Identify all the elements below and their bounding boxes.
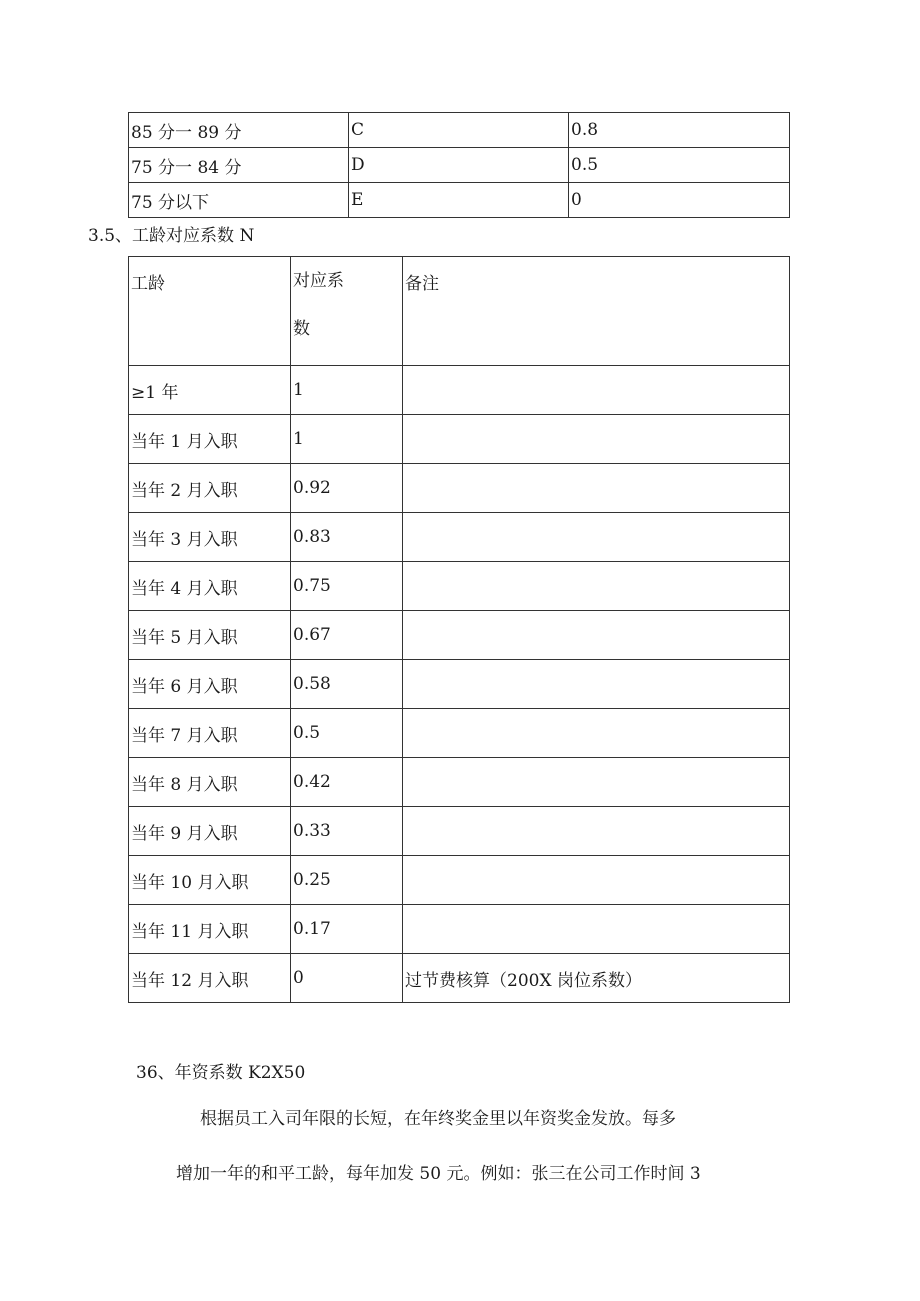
coefficient-cell: 0.17 xyxy=(291,905,403,954)
seniority-cell: 当年 4 月入职 xyxy=(129,562,291,611)
grade-cell: D xyxy=(349,148,569,183)
table-row xyxy=(129,464,790,513)
score-range-cell: 75 分一 84 分 xyxy=(129,148,349,183)
remark-cell xyxy=(403,709,790,758)
remark-cell xyxy=(403,856,790,905)
grade-cell: E xyxy=(349,183,569,218)
remark-cell xyxy=(403,513,790,562)
score-range-cell: 75 分以下 xyxy=(129,183,349,218)
header-coefficient xyxy=(291,257,403,366)
coefficient-cell: 0.92 xyxy=(291,464,403,513)
seniority-cell: ≥1 年 xyxy=(129,366,291,415)
coefficient-cell: 1 xyxy=(291,366,403,415)
coefficient-cell: 0 xyxy=(569,183,790,218)
seniority-cell: 当年 2 月入职 xyxy=(129,464,291,513)
remark-cell xyxy=(403,366,790,415)
coefficient-cell: 0.25 xyxy=(291,856,403,905)
table-row xyxy=(129,954,790,1003)
remark-cell: 过节费核算（200X 岗位系数） xyxy=(403,954,790,1003)
header-coefficient-text: 对应系数 xyxy=(293,271,344,339)
coefficient-cell: 0.5 xyxy=(569,148,790,183)
table-row xyxy=(129,660,790,709)
table-row xyxy=(129,758,790,807)
table-row xyxy=(129,709,790,758)
remark-cell xyxy=(403,905,790,954)
coefficient-cell: 0.33 xyxy=(291,807,403,856)
table-row xyxy=(129,415,790,464)
header-seniority: 工龄 xyxy=(129,257,291,366)
coefficient-cell: 0.42 xyxy=(291,758,403,807)
coefficient-cell: 0.58 xyxy=(291,660,403,709)
remark-cell xyxy=(403,807,790,856)
table-row xyxy=(129,562,790,611)
coefficient-cell: 0.67 xyxy=(291,611,403,660)
section-heading: 36、年资系数 K2X50 xyxy=(136,1063,306,1083)
seniority-cell: 当年 10 月入职 xyxy=(129,856,291,905)
seniority-cell: 当年 9 月入职 xyxy=(129,807,291,856)
coefficient-cell: 0.75 xyxy=(291,562,403,611)
remark-cell xyxy=(403,415,790,464)
seniority-cell: 当年 1 月入职 xyxy=(129,415,291,464)
coefficient-cell: 1 xyxy=(291,415,403,464)
grade-cell: C xyxy=(349,113,569,148)
grade-table xyxy=(128,112,790,218)
table-row xyxy=(129,366,790,415)
seniority-table xyxy=(128,256,790,1003)
paragraph-line: 增加一年的和平工龄，每年加发 50 元。例如：张三在公司工作时间 3 xyxy=(176,1164,701,1184)
coefficient-cell: 0.8 xyxy=(569,113,790,148)
table-row xyxy=(129,611,790,660)
remark-cell xyxy=(403,660,790,709)
table-row xyxy=(129,513,790,562)
table-row xyxy=(129,905,790,954)
coefficient-cell: 0.5 xyxy=(291,709,403,758)
remark-cell xyxy=(403,758,790,807)
remark-cell xyxy=(403,611,790,660)
seniority-cell: 当年 6 月入职 xyxy=(129,660,291,709)
table-row xyxy=(129,113,790,148)
seniority-cell: 当年 11 月入职 xyxy=(129,905,291,954)
section-heading: 3.5、工龄对应系数 N xyxy=(88,226,255,246)
remark-cell xyxy=(403,562,790,611)
table-row xyxy=(129,807,790,856)
seniority-cell: 当年 3 月入职 xyxy=(129,513,291,562)
seniority-cell: 当年 12 月入职 xyxy=(129,954,291,1003)
seniority-cell: 当年 8 月入职 xyxy=(129,758,291,807)
table-header-row xyxy=(129,257,790,366)
paragraph-line: 根据员工入司年限的长短，在年终奖金里以年资奖金发放。每多 xyxy=(200,1109,676,1129)
table-row xyxy=(129,856,790,905)
remark-cell xyxy=(403,464,790,513)
seniority-cell: 当年 7 月入职 xyxy=(129,709,291,758)
coefficient-cell: 0.83 xyxy=(291,513,403,562)
header-remark: 备注 xyxy=(403,257,790,366)
score-range-cell: 85 分一 89 分 xyxy=(129,113,349,148)
coefficient-cell: 0 xyxy=(291,954,403,1003)
table-row xyxy=(129,183,790,218)
seniority-cell: 当年 5 月入职 xyxy=(129,611,291,660)
seniority-body xyxy=(129,366,790,1003)
table-row xyxy=(129,148,790,183)
